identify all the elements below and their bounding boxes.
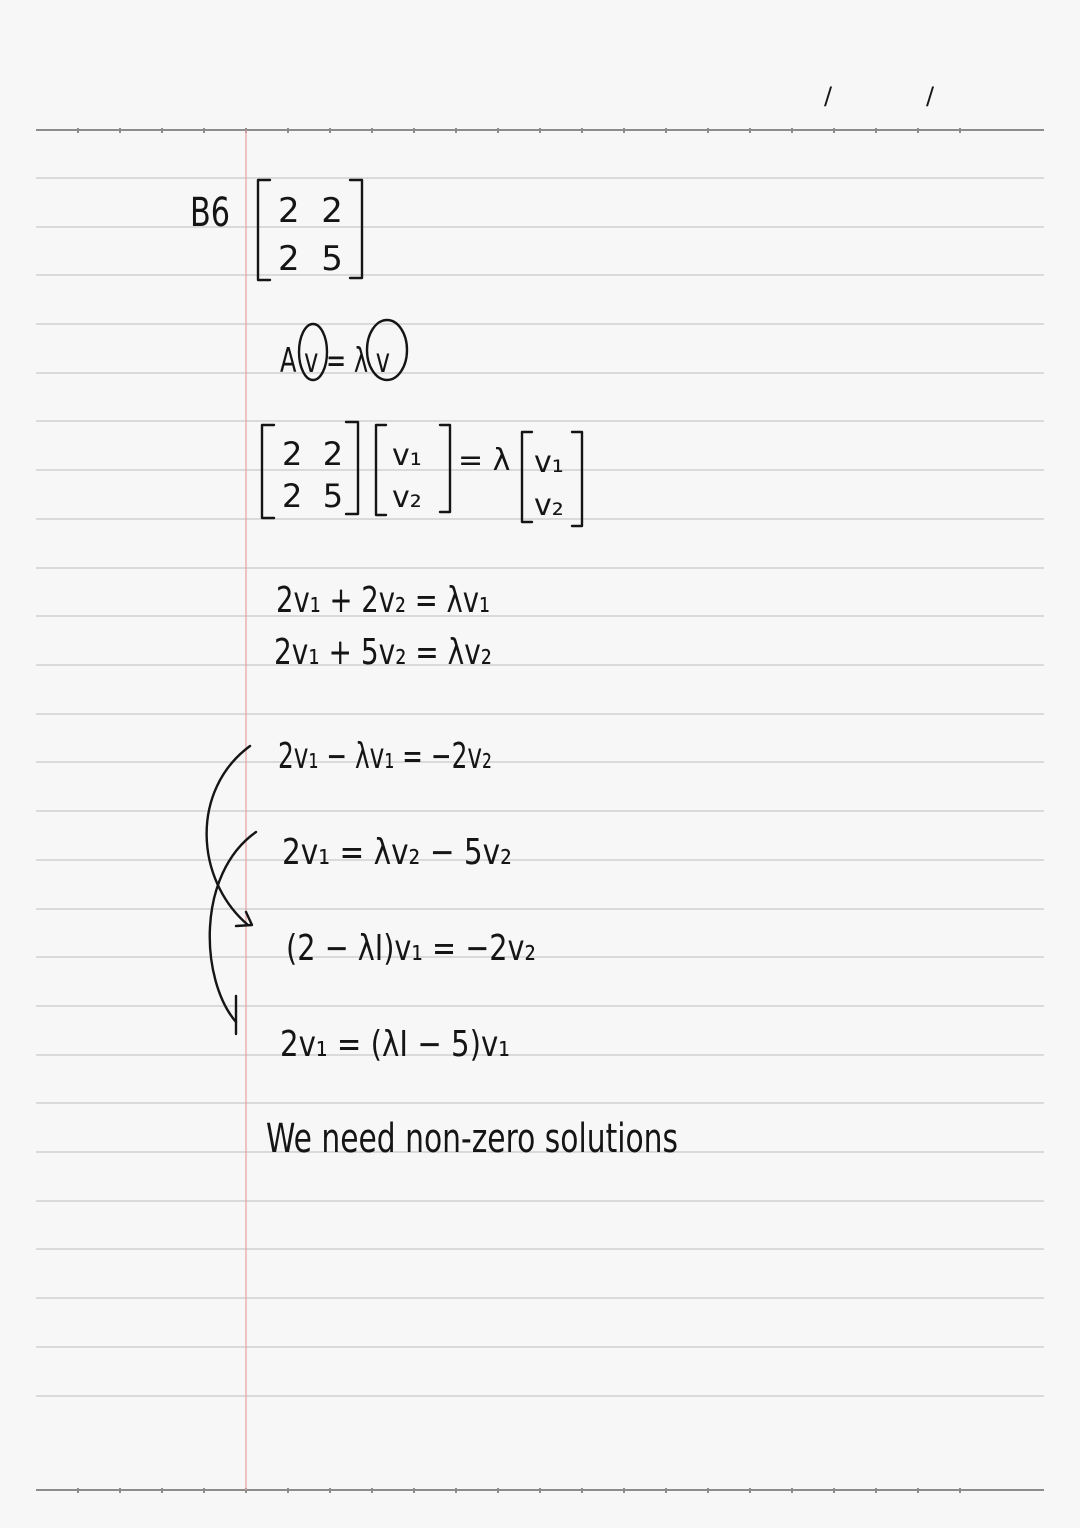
matrix-row-1: 2 2	[278, 191, 343, 231]
vector-row-2: v₂	[392, 480, 422, 515]
eigen-equation	[280, 320, 407, 381]
rhs-bracket-right	[572, 432, 582, 526]
equation-line-2: 2v₁ + 5v₂ = λv₂	[274, 632, 492, 673]
problem-label: B6	[190, 190, 230, 236]
matrix-row-2: 2 5	[278, 239, 343, 279]
rhs-bracket-left	[522, 432, 532, 522]
product-bracket-2	[346, 422, 358, 514]
rhs-row-1: v₁	[534, 445, 564, 480]
equation-line-3: 2v₁ − λv₁ = −2v₂	[278, 736, 492, 777]
date-slash-1: /	[824, 82, 833, 110]
matrix-product	[262, 422, 582, 526]
equals-lambda: = λ	[458, 443, 511, 478]
equation-line-1: 2v₁ + 2v₂ = λv₁	[276, 580, 490, 621]
equation-line-4: 2v₁ = λv₂ − 5v₂	[282, 832, 512, 873]
product-matrix-row-1: 2 2	[282, 435, 344, 473]
date-slash-2: /	[926, 82, 935, 110]
right-bracket	[350, 180, 362, 278]
equation-line-5: (2 − λI)v₁ = −2v₂	[286, 928, 536, 969]
vector-row-1: v₁	[392, 438, 422, 473]
conclusion-text: We need non-zero solutions	[266, 1116, 678, 1162]
annotation-arrows	[207, 746, 256, 1034]
matrix	[258, 180, 362, 280]
product-bracket-1	[262, 425, 274, 518]
vector-bracket-right	[440, 425, 450, 512]
eigen-equation-text: A v = λ v	[280, 341, 390, 381]
left-bracket	[258, 180, 270, 280]
equation-line-6: 2v₁ = (λI − 5)v₁	[280, 1024, 510, 1065]
rhs-row-2: v₂	[534, 488, 564, 523]
ruled-lines	[36, 128, 1044, 1493]
product-matrix-row-2: 2 5	[282, 477, 344, 515]
